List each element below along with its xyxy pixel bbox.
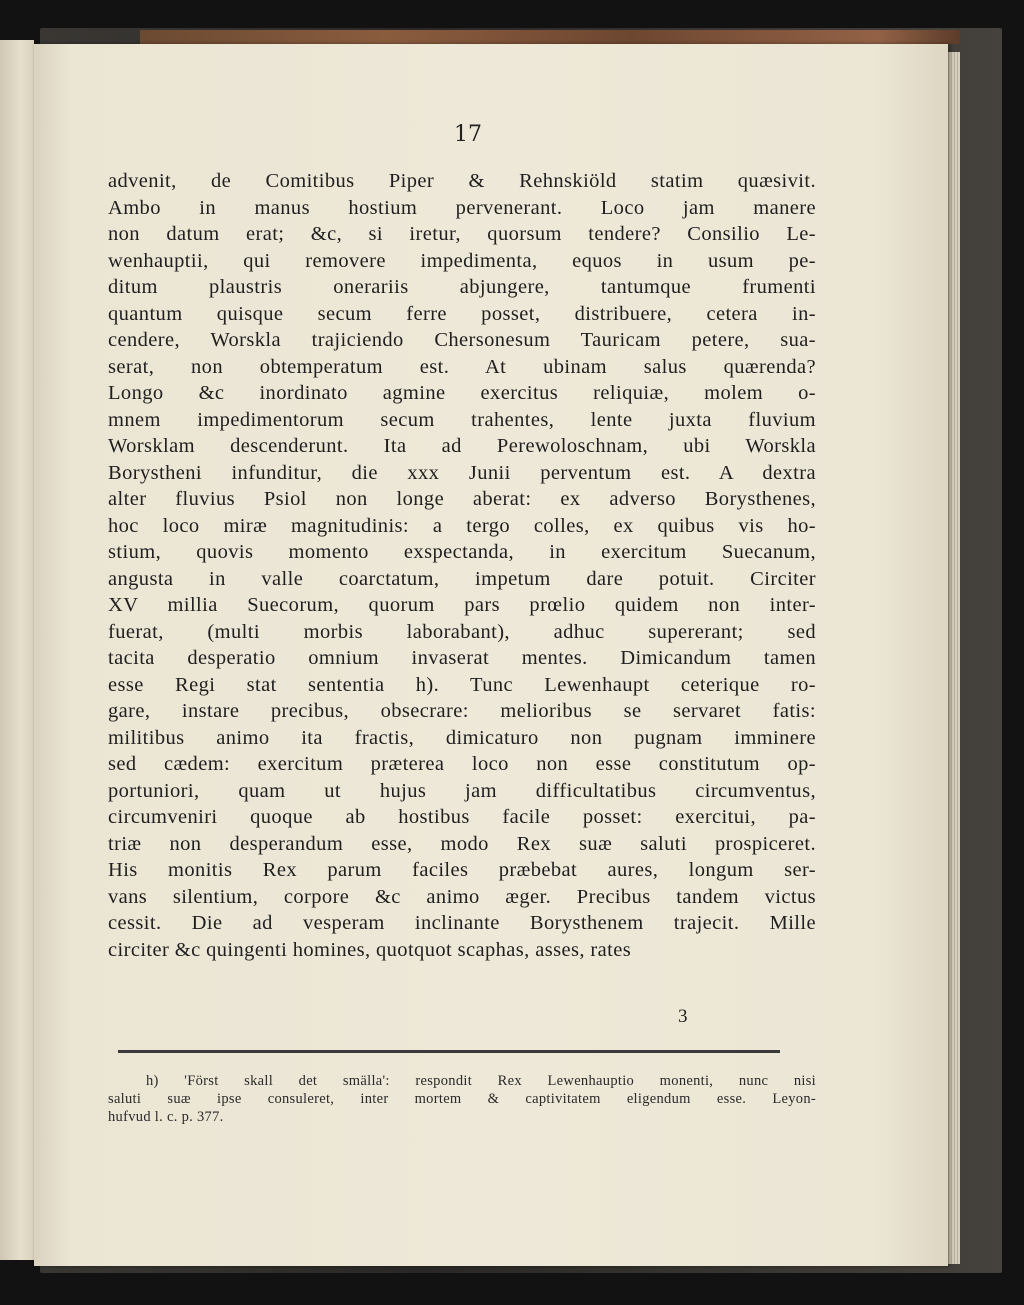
text-line: quantum quisque secum ferre posset, distribuere, cetera in- [108, 302, 816, 325]
text-line: portuniori, quam ut hujus jam difficultatibus circumventus, [108, 779, 816, 802]
text-line: circiter &c quingenti homines, quotquot scaphas, asses, rates [108, 938, 632, 961]
text-line: ditum plaustris onerariis abjungere, tantumque frumenti [108, 276, 816, 298]
text-line: Worsklam descenderunt. Ita ad Perewoloschnam, ubi Worskla [108, 435, 816, 457]
text-line: Longo &c inordinato agmine exercitus reliquiæ, molem o- [108, 382, 816, 404]
text-line: advenit, de Comitibus Piper & Rehnskiöld statim quæsivit. [108, 170, 816, 192]
signature-mark: 3 [678, 1006, 688, 1027]
text-line: circumveniri quoque ab hostibus facile posset: exercitui, pa- [108, 806, 816, 828]
page-block-edges [946, 52, 960, 1264]
text-line: Ambo in manus hostium pervenerant. Loco jam manere [108, 196, 816, 219]
text-line: His monitis Rex parum faciles præbebat aures, longum ser- [108, 859, 816, 881]
text-line: triæ non desperandum esse, modo Rex suæ saluti prospiceret. [108, 832, 816, 855]
text-line: militibus animo ita fractis, dimicaturo non pugnam imminere [108, 726, 816, 749]
text-line: angusta in valle coarctatum, impetum dare potuit. Circiter [108, 567, 816, 590]
footnote-line: h) 'Först skall det smälla': respondit Rex Lewenhauptio monenti, nunc nisi [146, 1073, 816, 1089]
page-number: 17 [454, 122, 482, 147]
text-line: non datum erat; &c, si iretur, quorsum tendere? Consilio Le- [108, 223, 816, 245]
text-line: gare, instare precibus, obsecrare: melioribus se servaret fatis: [108, 700, 816, 722]
text-line: cendere, Worskla trajiciendo Chersonesum Tauricam petere, sua- [108, 329, 816, 351]
footnote-line: saluti suæ ipse consuleret, inter mortem & captivitatem eligendum esse. Leyon- [108, 1091, 816, 1107]
text-line: cessit. Die ad vesperam inclinante Borysthenem trajecit. Mille [108, 912, 816, 934]
text-line: esse Regi stat sententia h). Tunc Lewenhaupt ceterique ro- [108, 673, 816, 696]
text-line: stium, quovis momento exspectanda, in exercitum Suecanum, [108, 541, 816, 563]
text-line: wenhauptii, qui removere impedimenta, equos in usum pe- [108, 249, 816, 272]
text-line: mnem impedimentorum secum trahentes, lente juxta fluvium [108, 408, 816, 431]
text-line: Borysthenі infunditur, die xxx Junii perventum est. A dextra [108, 461, 816, 484]
footnote-line: hufvud l. c. p. 377. [108, 1109, 224, 1125]
text-line: vans silentium, corpore &c animo æger. Precibus tandem victus [108, 885, 816, 908]
text-line: alter fluvius Psiol non longe aberat: ex adverso Borysthenes, [108, 488, 816, 510]
book-spine-edge [140, 30, 960, 44]
text-line: sed cædem: exercitum præterea loco non esse constitutum op- [108, 753, 816, 775]
text-line: tacita desperatio omnium invaserat mentes. Dimicandum tamen [108, 647, 816, 669]
text-line: serat, non obtemperatum est. At ubinam salus quærenda? [108, 355, 816, 378]
footnote-rule [118, 1050, 780, 1053]
body-text [108, 168, 816, 963]
footnotes [108, 1072, 816, 1126]
text-line: hoc loco miræ magnitudinis: a tergo colles, ex quibus vis ho- [108, 514, 816, 537]
text-line: XV millia Suecorum, quorum pars prœlio quidem non inter- [108, 594, 816, 616]
facing-page-edge [0, 40, 34, 1260]
text-line: fuerat, (multi morbis laborabant), adhuc supererant; sed [108, 620, 816, 643]
